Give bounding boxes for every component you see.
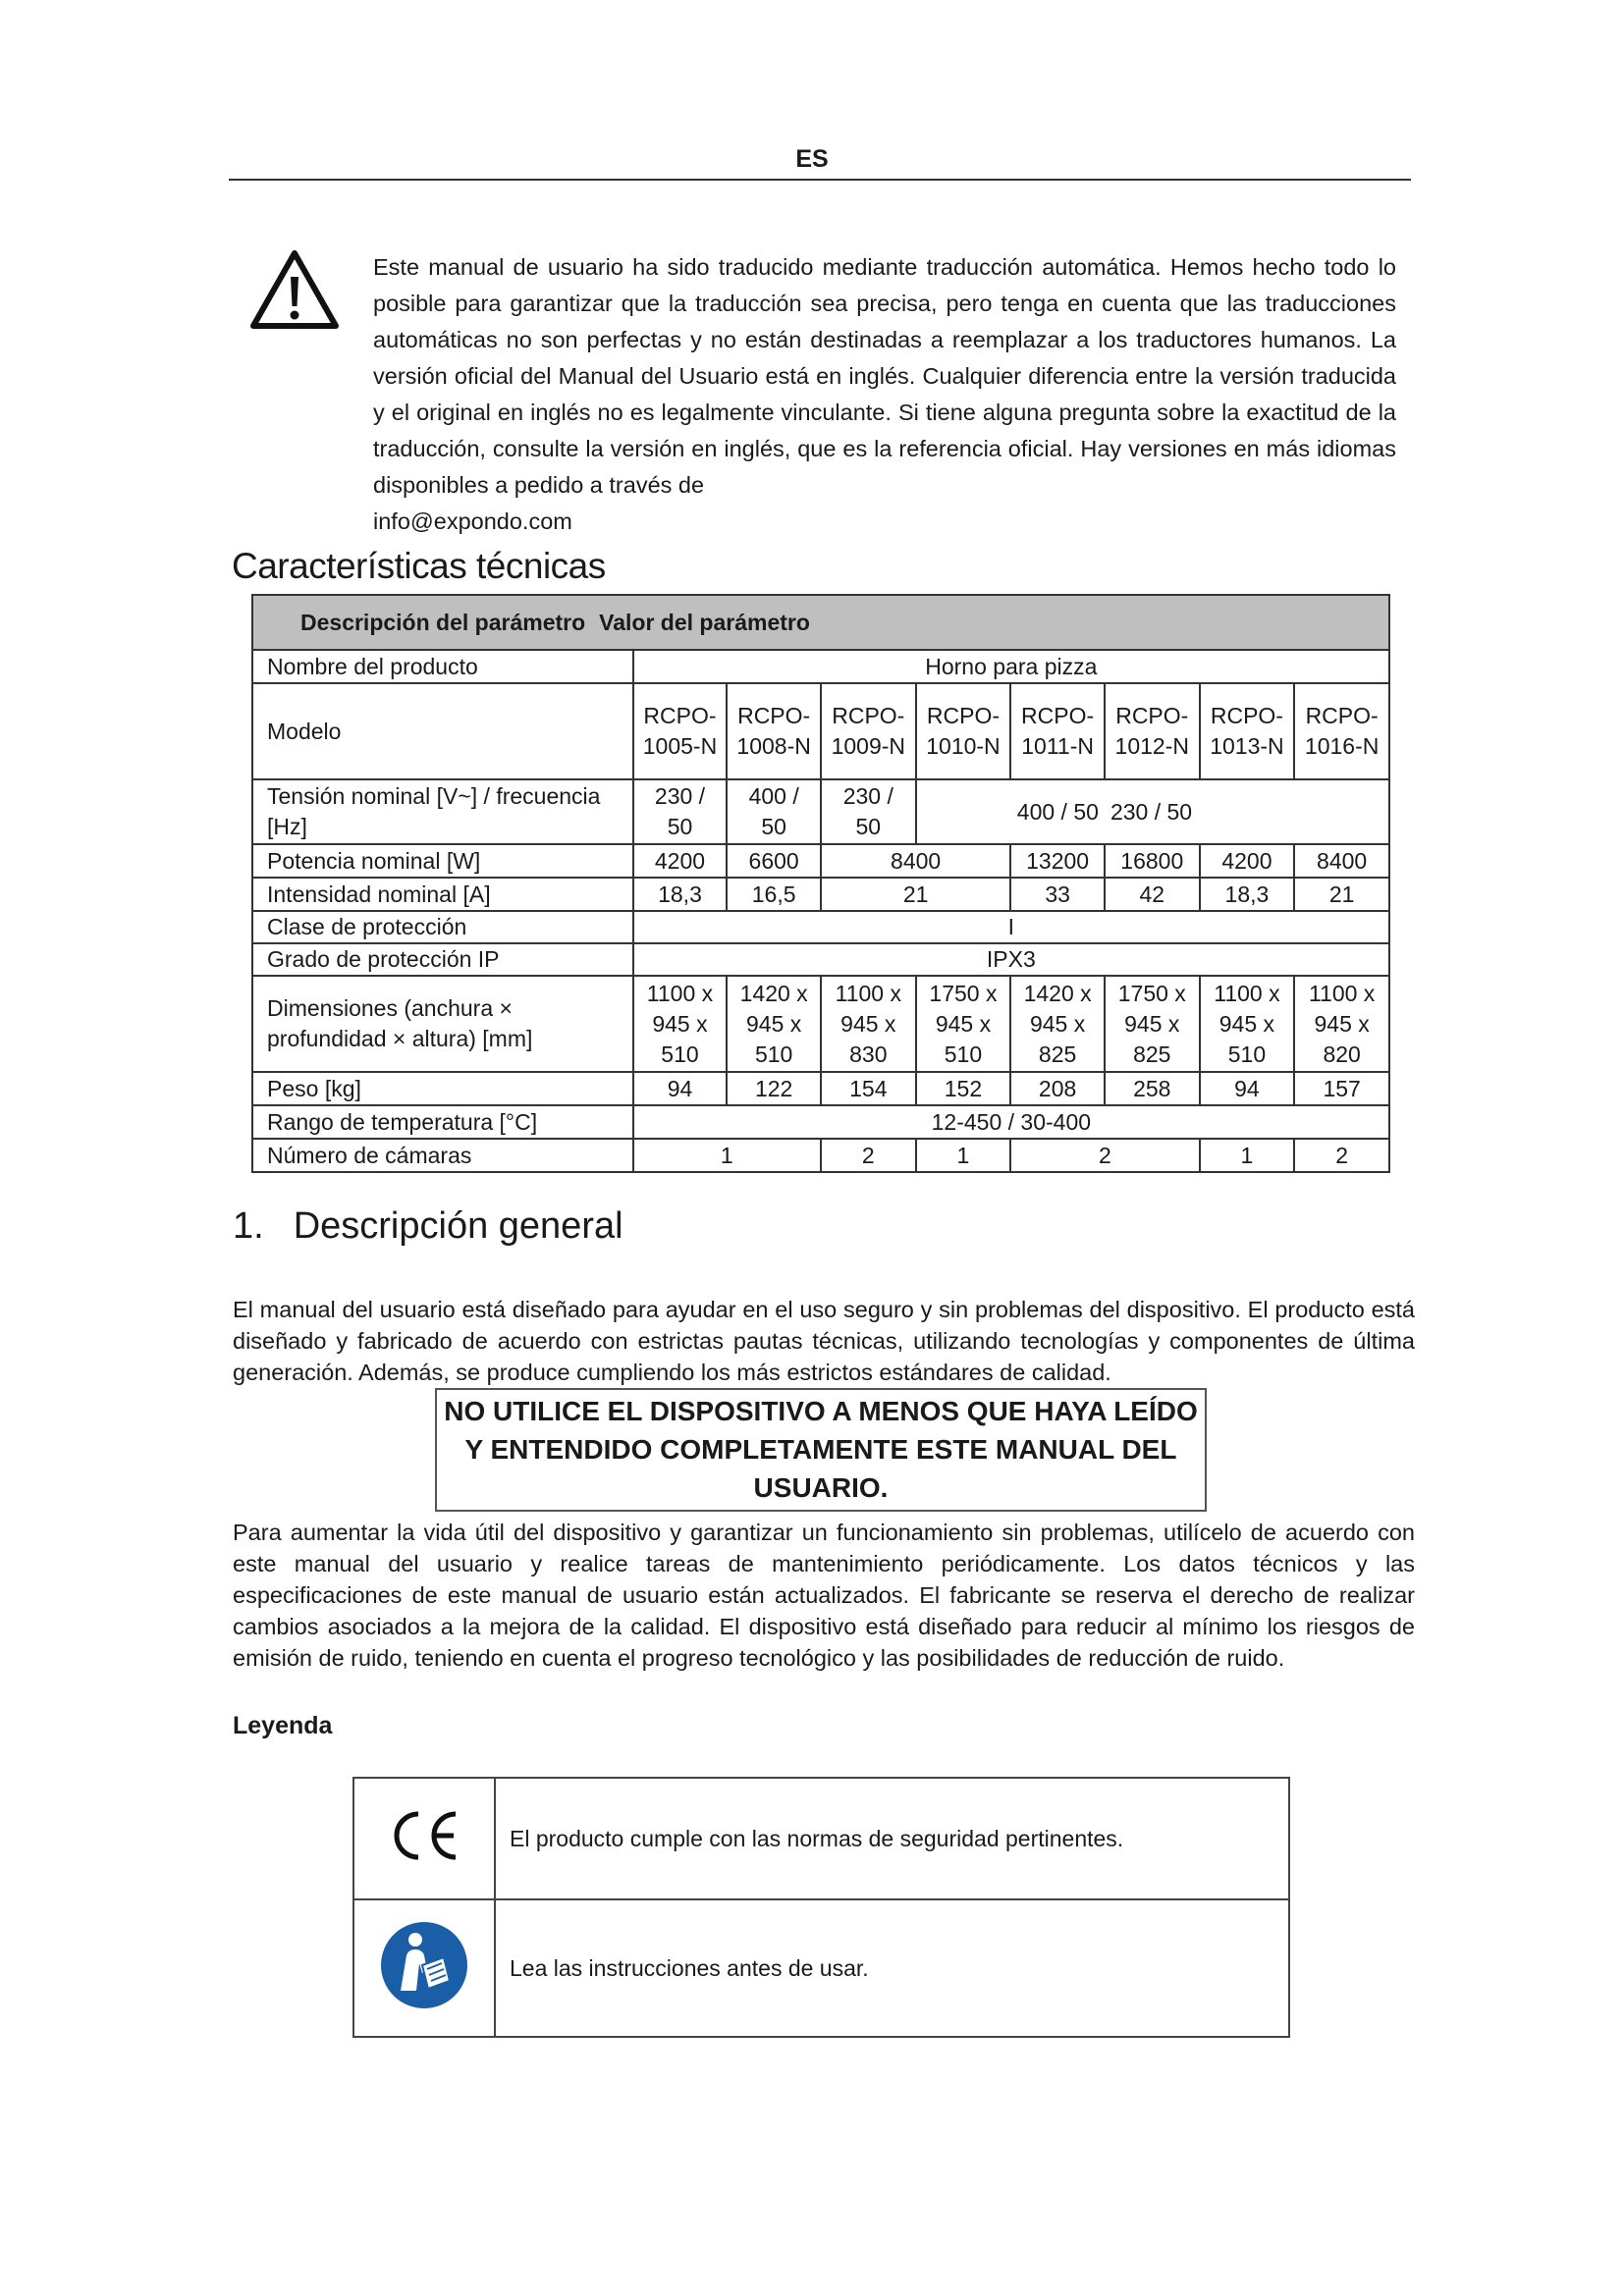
warning-triangle-icon bbox=[249, 249, 340, 330]
protection-class-value: I bbox=[633, 911, 1389, 943]
model-cell: RCPO-1008-N bbox=[727, 683, 821, 779]
chambers-cell: 2 bbox=[821, 1139, 916, 1172]
current-cell: 42 bbox=[1105, 878, 1200, 911]
current-cell: 21 bbox=[821, 878, 1010, 911]
row-label: Grado de protección IP bbox=[252, 943, 633, 976]
row-label: Modelo bbox=[252, 683, 633, 779]
power-cell: 8400 bbox=[821, 844, 1010, 878]
legend-table bbox=[352, 1777, 1290, 2038]
row-label: Dimensiones (anchura × profundidad × altura) [mm] bbox=[252, 976, 633, 1072]
current-cell: 18,3 bbox=[1200, 878, 1295, 911]
header-param-description: Descripción del parámetro bbox=[300, 609, 586, 635]
row-label: Número de cámaras bbox=[252, 1139, 633, 1172]
current-cell: 33 bbox=[1010, 878, 1105, 911]
dimensions-cell: 1750 x 945 x 510 bbox=[916, 976, 1011, 1072]
chambers-cell: 2 bbox=[1294, 1139, 1389, 1172]
legend-row bbox=[353, 1899, 1289, 2037]
table-row bbox=[252, 976, 1389, 1072]
model-cell: RCPO-1009-N bbox=[821, 683, 916, 779]
header-divider bbox=[229, 179, 1411, 181]
voltage-cell: 230 / 50 bbox=[1105, 779, 1389, 844]
weight-cell: 154 bbox=[821, 1072, 916, 1105]
dimensions-cell: 1420 x 945 x 825 bbox=[1010, 976, 1105, 1072]
product-name-value: Horno para pizza bbox=[633, 650, 1389, 683]
legend-row bbox=[353, 1778, 1289, 1899]
section-heading-general bbox=[233, 1205, 623, 1248]
section-number: 1. bbox=[233, 1205, 264, 1247]
model-cell: RCPO-1012-N bbox=[1105, 683, 1200, 779]
dimensions-cell: 1100 x 945 x 820 bbox=[1294, 976, 1389, 1072]
power-cell: 13200 bbox=[1010, 844, 1105, 878]
chambers-cell: 1 bbox=[633, 1139, 821, 1172]
model-cell: RCPO-1016-N bbox=[1294, 683, 1389, 779]
current-cell: 18,3 bbox=[633, 878, 728, 911]
model-cell: RCPO-1011-N bbox=[1010, 683, 1105, 779]
legend-text: El producto cumple con las normas de seguridad pertinentes. bbox=[495, 1778, 1289, 1899]
power-cell: 6600 bbox=[727, 844, 821, 878]
chambers-cell: 1 bbox=[916, 1139, 1011, 1172]
section-title: Descripción general bbox=[293, 1205, 623, 1247]
row-label: Tensión nominal [V~] / frecuencia [Hz] bbox=[252, 779, 633, 844]
model-cell: RCPO-1013-N bbox=[1200, 683, 1295, 779]
warning-notice-box: NO UTILICE EL DISPOSITIVO A MENOS QUE HAYA LEÍDO Y ENTENDIDO COMPLETAMENTE ESTE MANUAL DEL USUARIO. bbox=[435, 1388, 1207, 1512]
ce-mark-icon bbox=[385, 1806, 463, 1865]
voltage-cell: 400 / 50 bbox=[727, 779, 821, 844]
power-cell: 8400 bbox=[1294, 844, 1389, 878]
model-cell: RCPO-1005-N bbox=[633, 683, 728, 779]
power-cell: 4200 bbox=[633, 844, 728, 878]
row-label: Nombre del producto bbox=[252, 650, 633, 683]
weight-cell: 157 bbox=[1294, 1072, 1389, 1105]
table-row bbox=[252, 943, 1389, 976]
read-manual-icon bbox=[379, 1920, 469, 2010]
row-label: Clase de protección bbox=[252, 911, 633, 943]
dimensions-cell: 1750 x 945 x 825 bbox=[1105, 976, 1200, 1072]
table-row bbox=[252, 844, 1389, 878]
weight-cell: 94 bbox=[1200, 1072, 1295, 1105]
row-label: Rango de temperatura [°C] bbox=[252, 1105, 633, 1139]
table-row bbox=[252, 650, 1389, 683]
table-row bbox=[252, 911, 1389, 943]
legend-heading: Leyenda bbox=[233, 1712, 333, 1739]
weight-cell: 94 bbox=[633, 1072, 728, 1105]
table-row bbox=[252, 1105, 1389, 1139]
voltage-cell: 400 / 50 bbox=[916, 779, 1105, 844]
technical-specs-heading: Características técnicas bbox=[232, 546, 606, 586]
header-param-value: Valor del parámetro bbox=[599, 609, 810, 635]
weight-cell: 258 bbox=[1105, 1072, 1200, 1105]
table-row bbox=[252, 683, 1389, 779]
voltage-cell: 230 / 50 bbox=[821, 779, 916, 844]
current-cell: 21 bbox=[1294, 878, 1389, 911]
ip-rating-value: IPX3 bbox=[633, 943, 1389, 976]
chambers-cell: 1 bbox=[1200, 1139, 1295, 1172]
weight-cell: 152 bbox=[916, 1072, 1011, 1105]
row-label: Potencia nominal [W] bbox=[252, 844, 633, 878]
table-row bbox=[252, 1072, 1389, 1105]
dimensions-cell: 1100 x 945 x 830 bbox=[821, 976, 916, 1072]
table-header-row bbox=[252, 595, 1389, 650]
row-label: Intensidad nominal [A] bbox=[252, 878, 633, 911]
language-code: ES bbox=[795, 145, 829, 173]
power-cell: 4200 bbox=[1200, 844, 1295, 878]
table-row bbox=[252, 1139, 1389, 1172]
dimensions-cell: 1100 x 945 x 510 bbox=[1200, 976, 1295, 1072]
weight-cell: 208 bbox=[1010, 1072, 1105, 1105]
table-row bbox=[252, 779, 1389, 844]
row-label: Peso [kg] bbox=[252, 1072, 633, 1105]
dimensions-cell: 1100 x 945 x 510 bbox=[633, 976, 728, 1072]
translation-disclaimer bbox=[373, 249, 1396, 540]
voltage-cell: 230 / 50 bbox=[633, 779, 728, 844]
power-cell: 16800 bbox=[1105, 844, 1200, 878]
temperature-range-value: 12-450 / 30-400 bbox=[633, 1105, 1389, 1139]
contact-email: info@expondo.com bbox=[373, 508, 572, 534]
intro-paragraph: El manual del usuario está diseñado para ayudar en el uso seguro y sin problemas del dispositivo. El producto está diseñado y fabricado de acuerdo con estrictas pautas técnicas, utilizando tecnologías y componentes de última generación. Además, se produce cumpliendo los más estrictos estándares de calidad. bbox=[233, 1297, 1415, 1385]
model-cell: RCPO-1010-N bbox=[916, 683, 1011, 779]
dimensions-cell: 1420 x 945 x 510 bbox=[727, 976, 821, 1072]
legend-text: Lea las instrucciones antes de usar. bbox=[495, 1899, 1289, 2037]
technical-specs-table bbox=[251, 594, 1390, 1173]
weight-cell: 122 bbox=[727, 1072, 821, 1105]
current-cell: 16,5 bbox=[727, 878, 821, 911]
disclaimer-text: Este manual de usuario ha sido traducido mediante traducción automática. Hemos hecho todo lo posible para garantizar que la traducción sea precisa, pero tenga en cuenta que las traducciones automáticas no son perfectas y no están destinadas a reemplazar a los traductores humanos. La versión oficial del Manual del Usuario está en inglés. Cualquier diferencia entre la versión traducida y el original en inglés no es legalmente vinculante. Si tiene alguna pregunta sobre la exactitud de la traducción, consulte la versión en inglés, que es la referencia oficial. Hay versiones en más idiomas disponibles a pedido a través de bbox=[373, 254, 1396, 498]
usage-paragraph: Para aumentar la vida útil del dispositivo y garantizar un funcionamiento sin problemas, utilícelo de acuerdo con este manual del usuario y realice tareas de mantenimiento periódicamente. Los datos técnicos y las especificaciones de este manual de usuario están actualizados. El fabricante se reserva el derecho de realizar cambios asociados a la mejora de la calidad. El dispositivo está diseñado para reducir al mínimo los riesgos de emisión de ruido, teniendo en cuenta el progreso tecnológico y las posibilidades de reducción de ruido. bbox=[233, 1520, 1415, 1671]
chambers-cell: 2 bbox=[1010, 1139, 1199, 1172]
table-row bbox=[252, 878, 1389, 911]
